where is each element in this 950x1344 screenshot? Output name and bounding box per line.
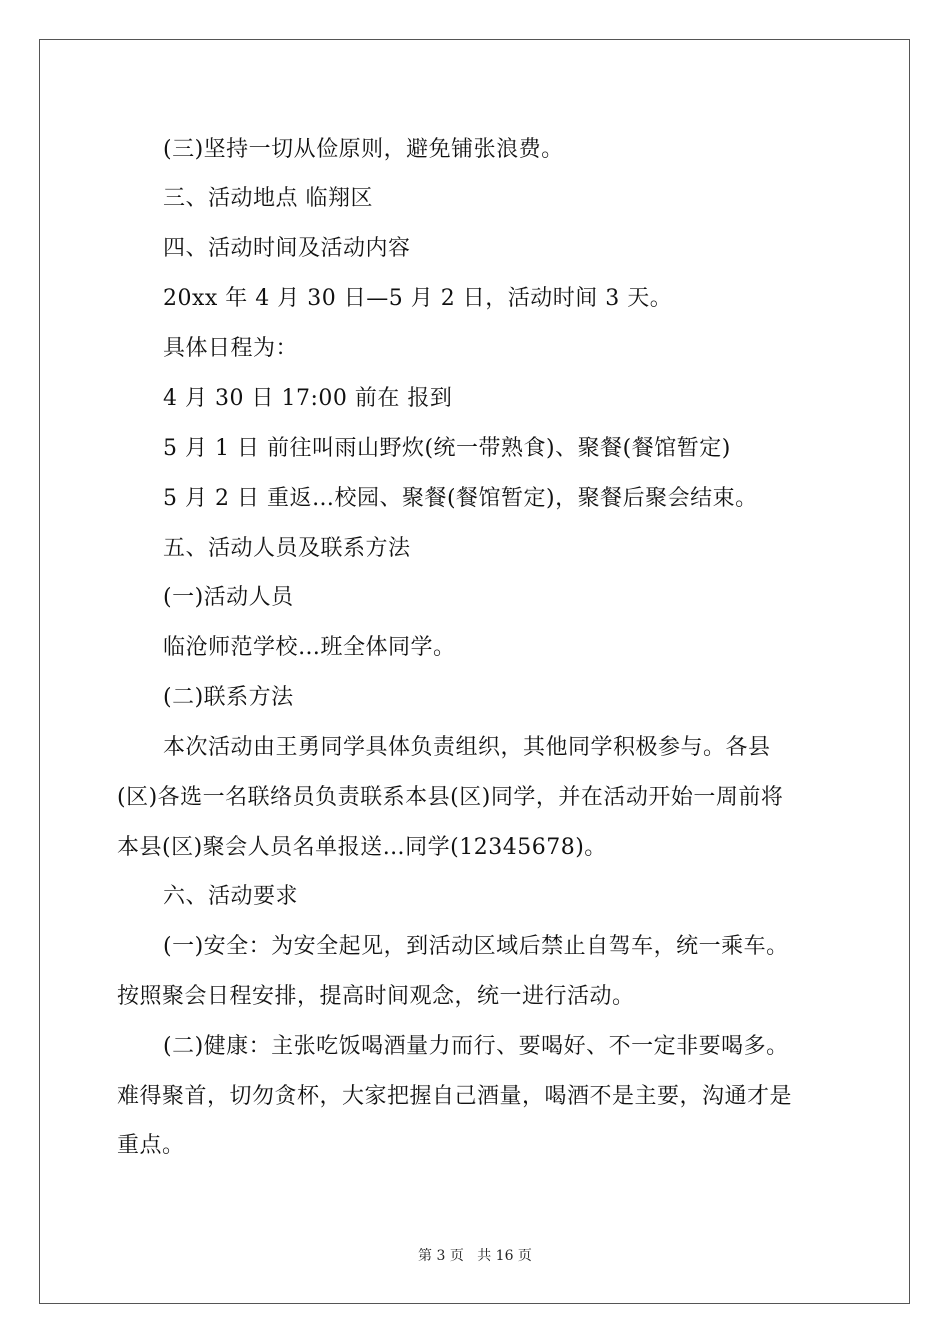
text-line: 20xx 年 4 月 30 日—5 月 2 日，活动时间 3 天。	[163, 286, 673, 311]
paragraph-line: 本县(区)聚会人员名单报送…同学(12345678)。	[117, 835, 607, 860]
paragraph-line: (区)各选一名联络员负责联系本县(区)同学，并在活动开始一周前将	[117, 785, 784, 810]
paragraph-line: (一)安全：为安全起见，到活动区域后禁止自驾车，统一乘车。	[163, 934, 789, 959]
page-footer	[0, 1247, 950, 1265]
section-heading: 三、活动地点 临翔区	[163, 186, 373, 211]
schedule-item: 5 月 2 日 重返…校园、聚餐(餐馆暂定)，聚餐后聚会结束。	[163, 486, 758, 511]
section-heading: 六、活动要求	[163, 884, 299, 909]
text-line: 具体日程为：	[163, 336, 299, 361]
schedule-item: 4 月 30 日 17:00 前在 报到	[163, 386, 453, 411]
page-border	[39, 39, 910, 1304]
page-number: 第 3 页	[418, 1248, 464, 1264]
paragraph-line: 按照聚会日程安排，提高时间观念，统一进行活动。	[117, 984, 635, 1009]
paragraph-line: 难得聚首，切勿贪杯，大家把握自己酒量，喝酒不是主要，沟通才是	[117, 1084, 793, 1109]
page-total: 共 16 页	[477, 1248, 532, 1264]
paragraph-line: 重点。	[117, 1133, 185, 1158]
schedule-item: 5 月 1 日 前往叫雨山野炊(统一带熟食)、聚餐(餐馆暂定)	[163, 436, 731, 461]
text-line: 临沧师范学校…班全体同学。	[163, 635, 456, 660]
paragraph-line: 本次活动由王勇同学具体负责组织，其他同学积极参与。各县	[163, 735, 771, 760]
subsection-heading: (二)联系方法	[163, 685, 294, 710]
section-heading: 五、活动人员及联系方法	[163, 536, 411, 561]
subsection-heading: (一)活动人员	[163, 585, 294, 610]
text-line: (三)坚持一切从俭原则，避免铺张浪费。	[163, 137, 564, 162]
paragraph-line: (二)健康：主张吃饭喝酒量力而行、要喝好、不一定非要喝多。	[163, 1034, 789, 1059]
section-heading: 四、活动时间及活动内容	[163, 236, 411, 261]
